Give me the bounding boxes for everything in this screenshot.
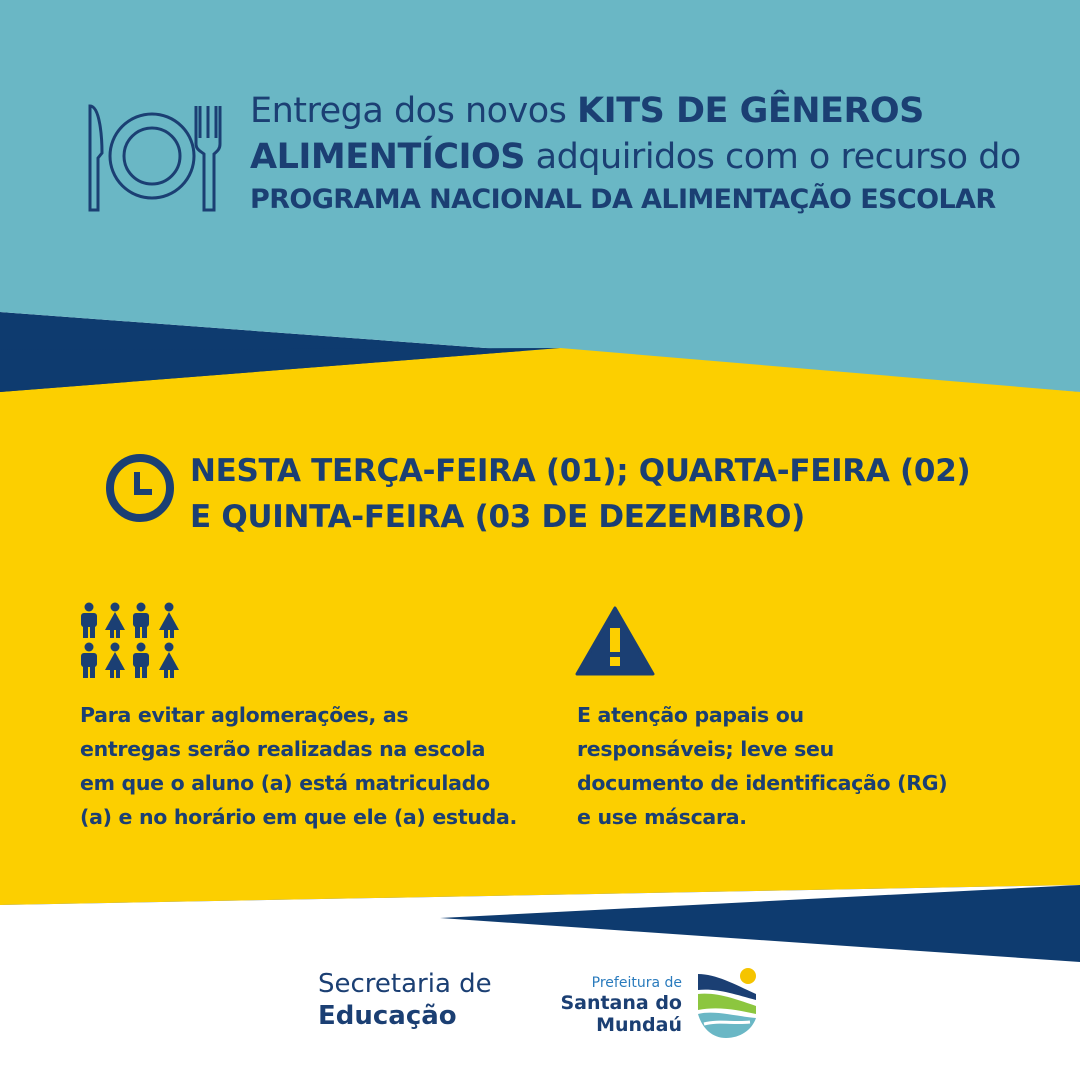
clock-icon — [104, 452, 176, 524]
warning-icon — [575, 606, 655, 676]
prefeitura-logo-mark-icon — [694, 966, 762, 1040]
people-group-icon — [78, 602, 184, 678]
person-male-icon — [81, 643, 97, 679]
prefeitura-line-1: Prefeitura de — [591, 975, 682, 991]
person-female-icon — [159, 603, 179, 639]
crowd-info-line: em que o aluno (a) está matriculado — [80, 771, 490, 795]
prefeitura-logo-text — [552, 974, 682, 1036]
person-female-icon — [159, 643, 179, 679]
crowd-info-line: (a) e no horário em que ele (a) estuda. — [80, 805, 518, 829]
schedule-line-1: NESTA TERÇA-FEIRA (01); QUARTA-FEIRA (02) — [190, 453, 971, 489]
crowd-info-line: Para evitar aglomerações, as — [80, 703, 409, 727]
headline-line-1-regular: Entrega dos novos — [250, 91, 578, 131]
attention-info-line: responsáveis; leve seu — [577, 737, 834, 761]
attention-info-text — [577, 698, 1037, 834]
secretaria-line-2: Educação — [318, 1001, 457, 1031]
headline-line-1-bold: KITS DE GÊNEROS — [577, 91, 924, 131]
attention-info-line: e use máscara. — [577, 805, 747, 829]
prefeitura-line-3: Mundaú — [596, 1014, 682, 1036]
crowd-info-text — [80, 698, 550, 834]
headline-line-3: PROGRAMA NACIONAL DA ALIMENTAÇÃO ESCOLAR — [250, 184, 996, 215]
plate-fork-knife-icon — [82, 98, 222, 218]
person-male-icon — [133, 643, 149, 679]
crowd-info-line: entregas serão realizadas na escola — [80, 737, 486, 761]
person-male-icon — [81, 603, 97, 639]
attention-info-line: documento de identificação (RG) — [577, 771, 948, 795]
headline — [250, 88, 1050, 220]
secretaria-logo-text — [318, 968, 492, 1032]
person-female-icon — [105, 603, 125, 639]
attention-info-line: E atenção papais ou — [577, 703, 804, 727]
person-male-icon — [133, 603, 149, 639]
schedule-line-2: E QUINTA-FEIRA (03 DE DEZEMBRO) — [190, 499, 806, 535]
secretaria-line-1: Secretaria de — [318, 969, 492, 999]
headline-line-2-bold: ALIMENTÍCIOS — [250, 137, 526, 177]
headline-line-2 — [250, 134, 1050, 180]
person-female-icon — [105, 643, 125, 679]
headline-line-1 — [250, 88, 1050, 134]
schedule-text — [190, 448, 1050, 540]
prefeitura-line-2: Santana do — [560, 992, 682, 1014]
headline-line-2-regular: adquiridos com o recurso do — [525, 137, 1021, 177]
